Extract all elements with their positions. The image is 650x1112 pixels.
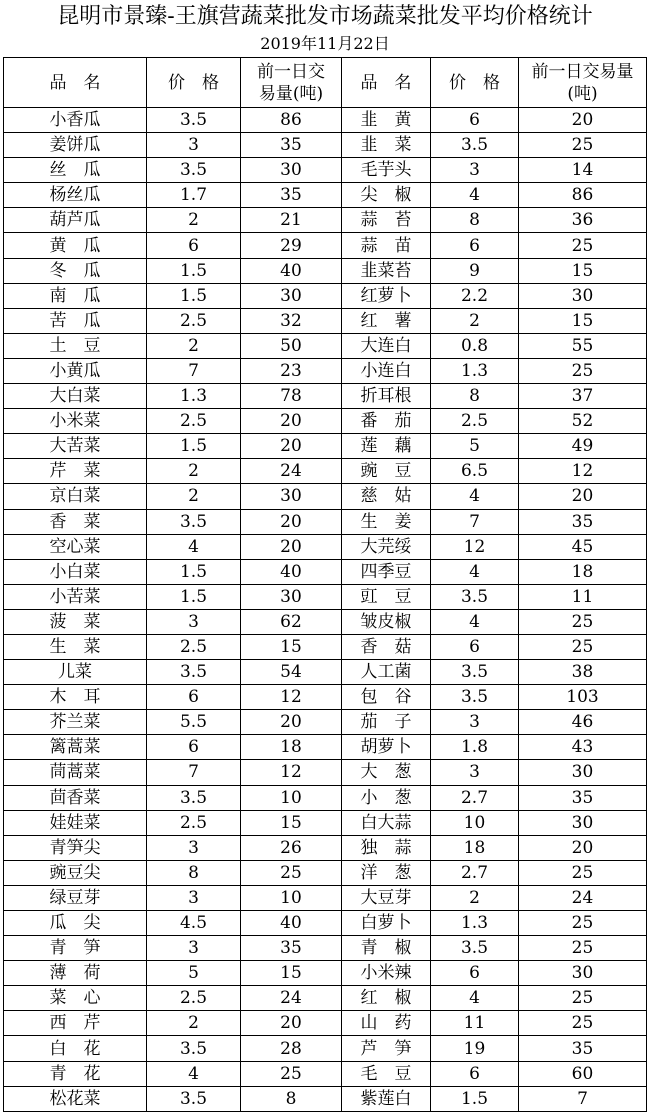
item-volume-2: 43 bbox=[519, 735, 647, 760]
item-name: 杨丝瓜 bbox=[4, 183, 147, 208]
page-title: 昆明市景臻-王旗营蔬菜批发市场蔬菜批发平均价格统计 bbox=[57, 4, 593, 29]
item-volume: 25 bbox=[241, 1061, 342, 1086]
item-name: 大白菜 bbox=[4, 384, 147, 409]
item-volume-2: 12 bbox=[519, 459, 647, 484]
table-row bbox=[4, 660, 647, 685]
item-name-2: 大芫绥 bbox=[342, 534, 431, 559]
item-price: 2.5 bbox=[147, 409, 241, 434]
item-price: 1.3 bbox=[147, 384, 241, 409]
item-price-2: 6 bbox=[431, 233, 519, 258]
item-volume: 30 bbox=[241, 283, 342, 308]
item-name-2: 莲 藕 bbox=[342, 434, 431, 459]
item-price: 6 bbox=[147, 735, 241, 760]
table-row bbox=[4, 509, 647, 534]
item-name: 西 芹 bbox=[4, 1011, 147, 1036]
item-name: 姜饼瓜 bbox=[4, 133, 147, 158]
item-price-2: 11 bbox=[431, 1011, 519, 1036]
item-name: 京白菜 bbox=[4, 484, 147, 509]
item-volume-2: 30 bbox=[519, 760, 647, 785]
item-volume: 20 bbox=[241, 710, 342, 735]
item-name: 土 豆 bbox=[4, 333, 147, 358]
item-price: 3.5 bbox=[147, 158, 241, 183]
item-name: 苦 瓜 bbox=[4, 308, 147, 333]
table-row bbox=[4, 609, 647, 634]
item-price: 4 bbox=[147, 534, 241, 559]
item-name: 芥兰菜 bbox=[4, 710, 147, 735]
item-name: 茴香菜 bbox=[4, 785, 147, 810]
item-name: 丝 瓜 bbox=[4, 158, 147, 183]
header-volume-line2: 易量(吨) bbox=[258, 83, 324, 104]
item-name: 南 瓜 bbox=[4, 283, 147, 308]
item-price-2: 3 bbox=[431, 760, 519, 785]
item-name: 冬 瓜 bbox=[4, 258, 147, 283]
table-row bbox=[4, 835, 647, 860]
item-price: 3.5 bbox=[147, 785, 241, 810]
table-row bbox=[4, 534, 647, 559]
item-volume: 62 bbox=[241, 609, 342, 634]
item-volume-2: 46 bbox=[519, 710, 647, 735]
table-row bbox=[4, 860, 647, 885]
item-price-2: 2 bbox=[431, 885, 519, 910]
item-volume: 24 bbox=[241, 459, 342, 484]
item-price-2: 18 bbox=[431, 835, 519, 860]
item-volume-2: 11 bbox=[519, 584, 647, 609]
report-date: 2019年11月22日 bbox=[260, 34, 390, 53]
item-price-2: 8 bbox=[431, 208, 519, 233]
item-volume-2: 15 bbox=[519, 308, 647, 333]
item-volume-2: 36 bbox=[519, 208, 647, 233]
item-volume: 12 bbox=[241, 685, 342, 710]
item-volume: 40 bbox=[241, 258, 342, 283]
item-price-2: 3 bbox=[431, 158, 519, 183]
item-name: 篱蒿菜 bbox=[4, 735, 147, 760]
item-name: 芹 菜 bbox=[4, 459, 147, 484]
item-volume: 25 bbox=[241, 860, 342, 885]
item-name: 菜 心 bbox=[4, 986, 147, 1011]
item-volume-2: 7 bbox=[519, 1086, 647, 1111]
item-name-2: 山 药 bbox=[342, 1011, 431, 1036]
item-price: 2.5 bbox=[147, 634, 241, 659]
item-price-2: 3 bbox=[431, 710, 519, 735]
item-name-2: 折耳根 bbox=[342, 384, 431, 409]
item-price: 2 bbox=[147, 484, 241, 509]
header-name-2: 品 名 bbox=[342, 58, 431, 108]
item-name-2: 紫莲白 bbox=[342, 1086, 431, 1111]
item-price: 2 bbox=[147, 333, 241, 358]
item-name: 瓜 尖 bbox=[4, 911, 147, 936]
item-volume: 26 bbox=[241, 835, 342, 860]
item-name-2: 蒜 苗 bbox=[342, 233, 431, 258]
item-price: 1.5 bbox=[147, 584, 241, 609]
item-name-2: 大豆芽 bbox=[342, 885, 431, 910]
item-name-2: 番 茄 bbox=[342, 409, 431, 434]
price-table bbox=[3, 57, 647, 1112]
item-name-2: 豌 豆 bbox=[342, 459, 431, 484]
item-volume-2: 25 bbox=[519, 634, 647, 659]
table-row bbox=[4, 559, 647, 584]
item-name-2: 韭 黄 bbox=[342, 108, 431, 133]
item-name-2: 蒜 苔 bbox=[342, 208, 431, 233]
item-volume-2: 52 bbox=[519, 409, 647, 434]
table-row bbox=[4, 735, 647, 760]
item-name-2: 四季豆 bbox=[342, 559, 431, 584]
item-name: 大苦菜 bbox=[4, 434, 147, 459]
item-volume-2: 60 bbox=[519, 1061, 647, 1086]
item-volume-2: 15 bbox=[519, 258, 647, 283]
item-volume-2: 25 bbox=[519, 133, 647, 158]
table-row bbox=[4, 1011, 647, 1036]
item-name-2: 香 菇 bbox=[342, 634, 431, 659]
item-volume-2: 25 bbox=[519, 609, 647, 634]
header-price: 价 格 bbox=[147, 58, 241, 108]
item-price: 1.5 bbox=[147, 283, 241, 308]
item-name: 茼蒿菜 bbox=[4, 760, 147, 785]
item-name-2: 白大蒜 bbox=[342, 810, 431, 835]
table-row bbox=[4, 961, 647, 986]
item-name-2: 人工菌 bbox=[342, 660, 431, 685]
item-volume: 30 bbox=[241, 484, 342, 509]
item-price: 1.5 bbox=[147, 258, 241, 283]
table-row bbox=[4, 333, 647, 358]
table-row bbox=[4, 760, 647, 785]
item-price-2: 4 bbox=[431, 986, 519, 1011]
item-volume-2: 25 bbox=[519, 1011, 647, 1036]
item-name: 小苦菜 bbox=[4, 584, 147, 609]
item-name: 小香瓜 bbox=[4, 108, 147, 133]
item-price-2: 7 bbox=[431, 509, 519, 534]
item-volume-2: 25 bbox=[519, 358, 647, 383]
item-name: 木 耳 bbox=[4, 685, 147, 710]
item-volume-2: 49 bbox=[519, 434, 647, 459]
item-price-2: 1.3 bbox=[431, 358, 519, 383]
item-volume-2: 35 bbox=[519, 785, 647, 810]
table-row bbox=[4, 283, 647, 308]
item-price-2: 2.2 bbox=[431, 283, 519, 308]
header-volume-line1: 前一日交 bbox=[257, 61, 325, 82]
item-price-2: 3.5 bbox=[431, 133, 519, 158]
header-volume2-line2: (吨) bbox=[567, 83, 598, 104]
item-name-2: 豇 豆 bbox=[342, 584, 431, 609]
item-price-2: 1.5 bbox=[431, 1086, 519, 1111]
item-price-2: 2.7 bbox=[431, 860, 519, 885]
item-price-2: 3.5 bbox=[431, 660, 519, 685]
item-price: 2 bbox=[147, 208, 241, 233]
item-name-2: 青 椒 bbox=[342, 936, 431, 961]
item-volume: 20 bbox=[241, 509, 342, 534]
item-price-2: 0.8 bbox=[431, 333, 519, 358]
item-volume: 23 bbox=[241, 358, 342, 383]
item-name-2: 毛芋头 bbox=[342, 158, 431, 183]
table-header-row bbox=[4, 58, 647, 108]
item-volume-2: 25 bbox=[519, 233, 647, 258]
table-row bbox=[4, 685, 647, 710]
item-volume-2: 20 bbox=[519, 484, 647, 509]
header-name: 品 名 bbox=[4, 58, 147, 108]
item-price: 2 bbox=[147, 459, 241, 484]
item-volume-2: 35 bbox=[519, 1036, 647, 1061]
item-name-2: 韭 菜 bbox=[342, 133, 431, 158]
item-price: 3 bbox=[147, 133, 241, 158]
item-price-2: 4 bbox=[431, 559, 519, 584]
item-price: 3 bbox=[147, 835, 241, 860]
item-name: 香 菜 bbox=[4, 509, 147, 534]
item-name-2: 独 蒜 bbox=[342, 835, 431, 860]
item-price-2: 19 bbox=[431, 1036, 519, 1061]
item-volume: 15 bbox=[241, 810, 342, 835]
item-volume: 20 bbox=[241, 1011, 342, 1036]
item-volume: 32 bbox=[241, 308, 342, 333]
item-name-2: 茄 子 bbox=[342, 710, 431, 735]
item-volume: 40 bbox=[241, 559, 342, 584]
item-volume: 15 bbox=[241, 634, 342, 659]
item-volume: 12 bbox=[241, 760, 342, 785]
item-volume-2: 30 bbox=[519, 283, 647, 308]
item-volume-2: 18 bbox=[519, 559, 647, 584]
item-price-2: 1.8 bbox=[431, 735, 519, 760]
item-name-2: 芦 笋 bbox=[342, 1036, 431, 1061]
item-volume: 18 bbox=[241, 735, 342, 760]
item-name-2: 包 谷 bbox=[342, 685, 431, 710]
item-price: 4 bbox=[147, 1061, 241, 1086]
item-price: 2.5 bbox=[147, 308, 241, 333]
table-row bbox=[4, 409, 647, 434]
item-price-2: 6 bbox=[431, 634, 519, 659]
item-price-2: 4 bbox=[431, 183, 519, 208]
table-row bbox=[4, 358, 647, 383]
item-volume: 54 bbox=[241, 660, 342, 685]
item-price: 6 bbox=[147, 685, 241, 710]
table-row bbox=[4, 1086, 647, 1111]
table-row bbox=[4, 258, 647, 283]
item-price: 8 bbox=[147, 860, 241, 885]
item-volume-2: 55 bbox=[519, 333, 647, 358]
table-body bbox=[4, 108, 647, 1112]
item-price-2: 6 bbox=[431, 1061, 519, 1086]
item-price: 2.5 bbox=[147, 986, 241, 1011]
item-name-2: 皱皮椒 bbox=[342, 609, 431, 634]
item-price: 3.5 bbox=[147, 509, 241, 534]
item-price: 2 bbox=[147, 1011, 241, 1036]
item-volume: 20 bbox=[241, 434, 342, 459]
item-name: 生 菜 bbox=[4, 634, 147, 659]
table-row bbox=[4, 584, 647, 609]
item-volume: 15 bbox=[241, 961, 342, 986]
table-row bbox=[4, 936, 647, 961]
table-row bbox=[4, 1061, 647, 1086]
item-volume: 24 bbox=[241, 986, 342, 1011]
item-price-2: 6.5 bbox=[431, 459, 519, 484]
item-price: 1.5 bbox=[147, 434, 241, 459]
item-name: 小黄瓜 bbox=[4, 358, 147, 383]
item-name-2: 生 姜 bbox=[342, 509, 431, 534]
item-name: 青笋尖 bbox=[4, 835, 147, 860]
item-name: 青 花 bbox=[4, 1061, 147, 1086]
item-volume-2: 25 bbox=[519, 911, 647, 936]
item-volume-2: 20 bbox=[519, 108, 647, 133]
item-volume: 35 bbox=[241, 183, 342, 208]
table-row bbox=[4, 459, 647, 484]
item-price-2: 9 bbox=[431, 258, 519, 283]
item-volume-2: 25 bbox=[519, 860, 647, 885]
item-volume-2: 24 bbox=[519, 885, 647, 910]
item-name: 黄 瓜 bbox=[4, 233, 147, 258]
item-volume: 21 bbox=[241, 208, 342, 233]
item-price-2: 8 bbox=[431, 384, 519, 409]
item-name: 青 笋 bbox=[4, 936, 147, 961]
item-price-2: 12 bbox=[431, 534, 519, 559]
item-name-2: 洋 葱 bbox=[342, 860, 431, 885]
item-volume-2: 30 bbox=[519, 810, 647, 835]
item-price: 5.5 bbox=[147, 710, 241, 735]
item-price: 3.5 bbox=[147, 108, 241, 133]
item-price: 3.5 bbox=[147, 660, 241, 685]
item-volume-2: 45 bbox=[519, 534, 647, 559]
item-volume: 30 bbox=[241, 158, 342, 183]
item-name: 娃娃菜 bbox=[4, 810, 147, 835]
item-price: 3 bbox=[147, 609, 241, 634]
table-row bbox=[4, 986, 647, 1011]
item-volume: 20 bbox=[241, 534, 342, 559]
item-volume: 28 bbox=[241, 1036, 342, 1061]
table-row bbox=[4, 308, 647, 333]
table-row bbox=[4, 108, 647, 133]
item-volume: 35 bbox=[241, 133, 342, 158]
item-volume: 78 bbox=[241, 384, 342, 409]
item-name-2: 慈 姑 bbox=[342, 484, 431, 509]
item-name-2: 白萝卜 bbox=[342, 911, 431, 936]
item-price: 3.5 bbox=[147, 1036, 241, 1061]
item-price-2: 4 bbox=[431, 609, 519, 634]
item-name-2: 红萝卜 bbox=[342, 283, 431, 308]
header-volume-2 bbox=[519, 58, 647, 108]
table-row bbox=[4, 1036, 647, 1061]
item-name-2: 小 葱 bbox=[342, 785, 431, 810]
item-volume: 40 bbox=[241, 911, 342, 936]
item-volume: 20 bbox=[241, 409, 342, 434]
item-price-2: 6 bbox=[431, 961, 519, 986]
item-price: 3.5 bbox=[147, 1086, 241, 1111]
item-volume-2: 30 bbox=[519, 961, 647, 986]
item-price-2: 10 bbox=[431, 810, 519, 835]
item-volume: 10 bbox=[241, 885, 342, 910]
item-price: 1.7 bbox=[147, 183, 241, 208]
item-price-2: 5 bbox=[431, 434, 519, 459]
item-volume-2: 20 bbox=[519, 835, 647, 860]
item-volume-2: 14 bbox=[519, 158, 647, 183]
item-name-2: 胡萝卜 bbox=[342, 735, 431, 760]
table-row bbox=[4, 384, 647, 409]
item-name-2: 韭菜苔 bbox=[342, 258, 431, 283]
table-row bbox=[4, 911, 647, 936]
item-name: 小白菜 bbox=[4, 559, 147, 584]
item-price-2: 2.7 bbox=[431, 785, 519, 810]
item-volume: 10 bbox=[241, 785, 342, 810]
header-volume2-line1: 前一日交易量 bbox=[531, 61, 634, 82]
item-price: 2.5 bbox=[147, 810, 241, 835]
item-volume-2: 35 bbox=[519, 509, 647, 534]
item-price-2: 3.5 bbox=[431, 936, 519, 961]
table-row bbox=[4, 133, 647, 158]
item-price-2: 2 bbox=[431, 308, 519, 333]
item-name-2: 红 薯 bbox=[342, 308, 431, 333]
item-volume-2: 25 bbox=[519, 936, 647, 961]
item-volume: 35 bbox=[241, 936, 342, 961]
item-volume: 50 bbox=[241, 333, 342, 358]
item-name-2: 大连白 bbox=[342, 333, 431, 358]
item-price-2: 2.5 bbox=[431, 409, 519, 434]
item-price-2: 3.5 bbox=[431, 685, 519, 710]
table-row bbox=[4, 885, 647, 910]
item-name: 绿豆芽 bbox=[4, 885, 147, 910]
item-name: 松花菜 bbox=[4, 1086, 147, 1111]
table-row bbox=[4, 208, 647, 233]
item-price: 7 bbox=[147, 358, 241, 383]
item-volume-2: 86 bbox=[519, 183, 647, 208]
header-price-2: 价 格 bbox=[431, 58, 519, 108]
item-name: 薄 荷 bbox=[4, 961, 147, 986]
item-price-2: 1.3 bbox=[431, 911, 519, 936]
item-name-2: 小米辣 bbox=[342, 961, 431, 986]
table-row bbox=[4, 810, 647, 835]
item-volume: 30 bbox=[241, 584, 342, 609]
header-volume bbox=[241, 58, 342, 108]
item-price: 6 bbox=[147, 233, 241, 258]
item-name: 白 花 bbox=[4, 1036, 147, 1061]
item-name: 菠 菜 bbox=[4, 609, 147, 634]
table-row bbox=[4, 434, 647, 459]
item-name: 豌豆尖 bbox=[4, 860, 147, 885]
item-price: 4.5 bbox=[147, 911, 241, 936]
item-price: 3 bbox=[147, 936, 241, 961]
item-volume: 8 bbox=[241, 1086, 342, 1111]
table-row bbox=[4, 785, 647, 810]
item-name-2: 红 椒 bbox=[342, 986, 431, 1011]
item-price-2: 3.5 bbox=[431, 584, 519, 609]
table-row bbox=[4, 158, 647, 183]
item-volume-2: 37 bbox=[519, 384, 647, 409]
item-price: 1.5 bbox=[147, 559, 241, 584]
item-name: 空心菜 bbox=[4, 534, 147, 559]
item-name: 葫芦瓜 bbox=[4, 208, 147, 233]
item-price: 3 bbox=[147, 885, 241, 910]
item-name-2: 尖 椒 bbox=[342, 183, 431, 208]
item-price-2: 6 bbox=[431, 108, 519, 133]
table-row bbox=[4, 634, 647, 659]
item-volume: 29 bbox=[241, 233, 342, 258]
table-row bbox=[4, 484, 647, 509]
item-price-2: 4 bbox=[431, 484, 519, 509]
item-volume: 86 bbox=[241, 108, 342, 133]
item-volume-2: 103 bbox=[519, 685, 647, 710]
item-name-2: 小连白 bbox=[342, 358, 431, 383]
item-volume-2: 25 bbox=[519, 986, 647, 1011]
item-name: 儿菜 bbox=[4, 660, 147, 685]
item-price: 5 bbox=[147, 961, 241, 986]
table-row bbox=[4, 183, 647, 208]
item-name-2: 毛 豆 bbox=[342, 1061, 431, 1086]
item-name-2: 大 葱 bbox=[342, 760, 431, 785]
table-row bbox=[4, 710, 647, 735]
item-price: 7 bbox=[147, 760, 241, 785]
item-name: 小米菜 bbox=[4, 409, 147, 434]
table-row bbox=[4, 233, 647, 258]
item-volume-2: 38 bbox=[519, 660, 647, 685]
